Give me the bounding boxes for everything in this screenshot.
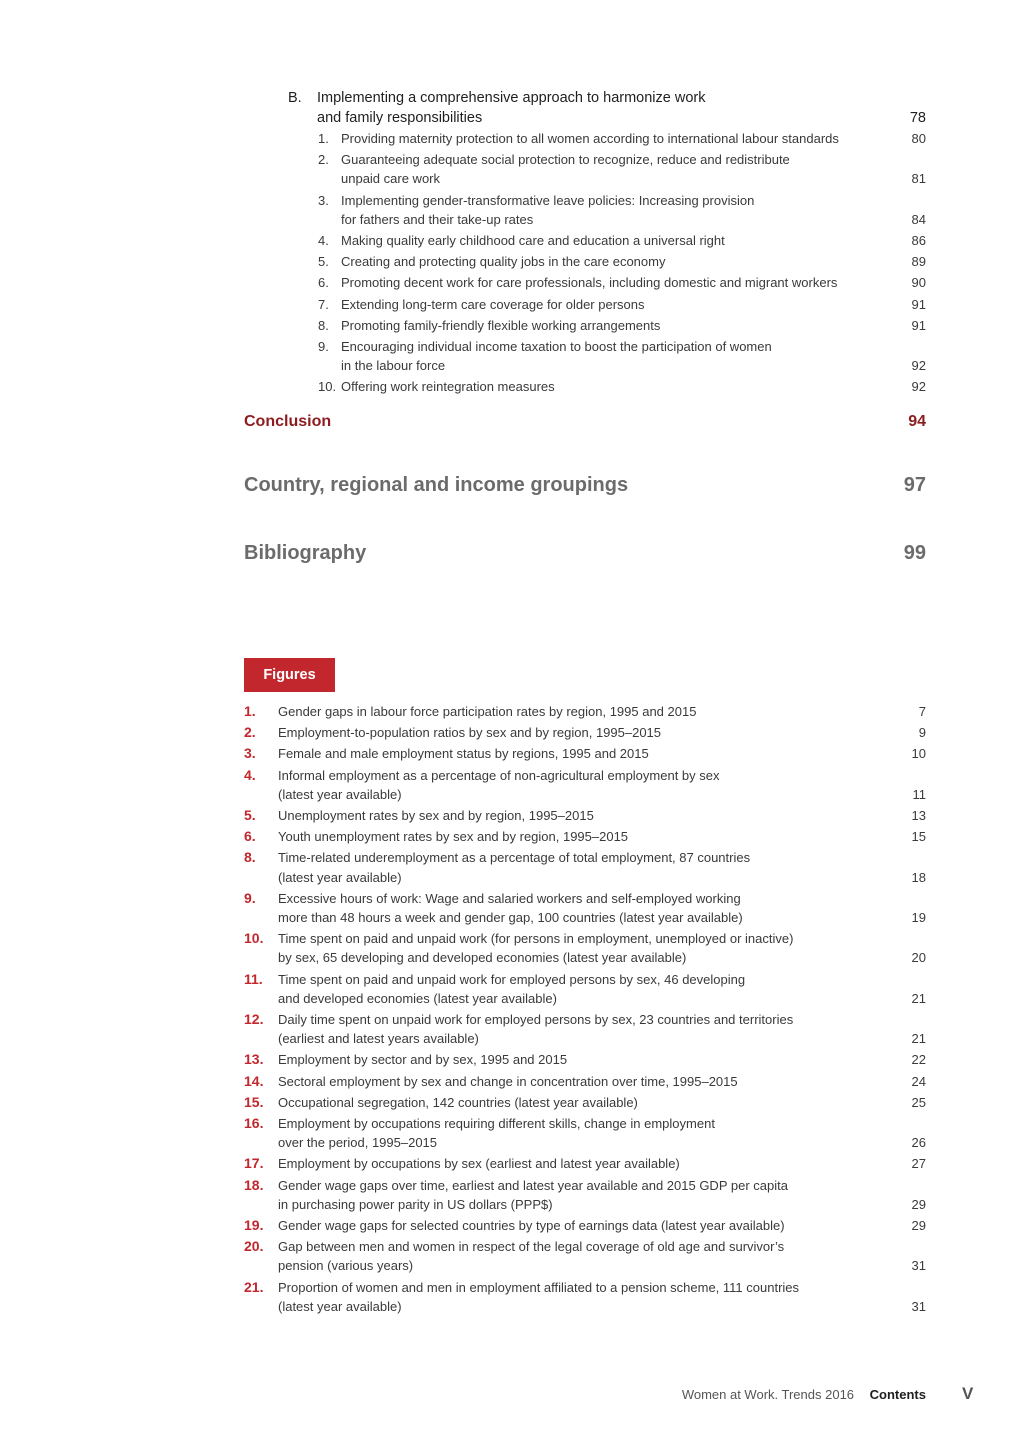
entry-title (278, 848, 892, 886)
entry-number: 9. (244, 889, 256, 906)
entry-page-number: 20 (911, 950, 926, 966)
entry-title (278, 1154, 892, 1173)
entry-number: 12. (244, 1011, 264, 1028)
entry-title-line: Gap between men and women in respect of the legal coverage of old age and survivor’s (278, 1239, 785, 1255)
entry-number: 15. (244, 1093, 264, 1110)
figure-entry[interactable] (244, 1093, 926, 1112)
entry-title-line: in purchasing power parity in US dollars (PPP$) (278, 1196, 553, 1212)
toc-subentry[interactable] (318, 191, 926, 229)
entry-number: 9. (318, 339, 329, 355)
chapter-title: Conclusion (244, 413, 332, 430)
entry-title (341, 252, 892, 271)
entry-page-number: 7 (918, 704, 926, 719)
entry-page-number: 90 (911, 275, 926, 291)
toc-subentry[interactable] (318, 231, 926, 250)
entry-title-line: for fathers and their take-up rates (341, 211, 534, 227)
entry-page-number: 22 (911, 1052, 926, 1068)
entry-title (278, 827, 892, 846)
entry-title-line: (latest year available) (278, 786, 402, 802)
toc-subentry[interactable] (318, 150, 926, 188)
entry-title-line: Promoting family-friendly flexible working arrangements (341, 317, 661, 333)
entry-page-number: 10 (911, 746, 926, 762)
section-title-line: Implementing a comprehensive approach to harmonize work (317, 90, 706, 106)
figure-entry[interactable] (244, 827, 926, 846)
entry-number: 19. (244, 1217, 264, 1234)
chapter-title: Bibliography (244, 542, 367, 564)
entry-title-line: Proportion of women and men in employment affiliated to a pension scheme, 111 countries (278, 1279, 800, 1295)
entry-page-number: 29 (911, 1196, 926, 1212)
entry-number: 1. (318, 131, 329, 146)
entry-title-line: Implementing gender-transformative leave policies: Increasing provision (341, 192, 755, 208)
entry-title-line: unpaid care work (341, 171, 440, 187)
page-footer (682, 1386, 926, 1404)
entry-page-number: 92 (911, 379, 926, 395)
toc-chapter-conclusion[interactable] (244, 411, 926, 433)
entry-title-line: by sex, 65 developing and developed economies (latest year available) (278, 950, 687, 966)
entry-number: 21. (244, 1278, 264, 1295)
entry-title (278, 1216, 892, 1235)
chapter-page-number: 99 (903, 542, 926, 564)
entry-title (341, 316, 892, 335)
entry-title (278, 889, 892, 927)
entry-page-number: 11 (912, 786, 926, 802)
section-letter: B. (288, 90, 302, 106)
entry-number: 10. (244, 930, 264, 947)
entry-title (278, 1278, 892, 1316)
entry-title-line: Offering work reintegration measures (341, 379, 555, 395)
section-title (317, 88, 892, 128)
entry-page-number: 31 (911, 1298, 926, 1314)
entry-number: 20. (244, 1238, 264, 1255)
footer-section-name: Contents (869, 1387, 926, 1402)
entry-number: 6. (318, 275, 329, 291)
entry-number: 6. (244, 828, 256, 845)
entry-title (278, 970, 892, 1008)
figure-entry[interactable] (244, 766, 926, 804)
entry-title (278, 806, 892, 825)
entry-title (278, 1176, 892, 1214)
entry-page-number: 25 (911, 1094, 926, 1110)
entry-number: 3. (318, 192, 329, 208)
entry-title-line: Sectoral employment by sex and change in concentration over time, 1995–2015 (278, 1073, 738, 1089)
figure-entry[interactable] (244, 1237, 926, 1275)
chapter-page-number: 97 (903, 474, 926, 496)
entry-title-line: Employment-to-population ratios by sex and by region, 1995–2015 (278, 725, 662, 741)
entry-title (278, 1237, 892, 1275)
entry-title-line: Extending long-term care coverage for older persons (341, 296, 645, 312)
toc-subentry[interactable] (318, 273, 926, 292)
toc-subentry-list (318, 129, 926, 399)
entry-page-number: 13 (911, 808, 926, 824)
figure-entry[interactable] (244, 1278, 926, 1316)
entry-title-line: Time-related underemployment as a percentage of total employment, 87 countries (278, 850, 751, 866)
entry-title (278, 1050, 892, 1069)
entry-number: 3. (244, 745, 256, 762)
toc-chapter-bibliography[interactable] (244, 539, 926, 567)
toc-section-b-heading[interactable] (288, 88, 926, 128)
toc-subentry[interactable] (318, 377, 926, 396)
toc-subentry[interactable] (318, 129, 926, 148)
entry-title-line: Guaranteeing adequate social protection to recognize, reduce and redistribute (341, 152, 790, 168)
entry-title-line: Promoting decent work for care professionals, including domestic and migrant workers (341, 275, 838, 291)
entry-title (278, 744, 892, 763)
entry-title-line: Employment by occupations requiring different skills, change in employment (278, 1116, 715, 1132)
figure-entry[interactable] (244, 806, 926, 825)
entry-page-number: 91 (911, 296, 926, 312)
entry-title-line: in the labour force (341, 358, 446, 374)
entry-title (278, 702, 892, 721)
entry-number: 14. (244, 1072, 264, 1089)
entry-title-line: Time spent on paid and unpaid work (for persons in employment, unemployed or inactive) (278, 931, 794, 947)
figure-entry[interactable] (244, 1176, 926, 1214)
entry-title (341, 191, 892, 229)
entry-title-line: pension (various years) (278, 1258, 414, 1274)
entry-number: 5. (318, 254, 329, 270)
entry-title-line: Employment by occupations by sex (earliest and latest year available) (278, 1156, 680, 1172)
figure-entry[interactable] (244, 1216, 926, 1235)
entry-title-line: Employment by sector and by sex, 1995 and 2015 (278, 1052, 568, 1068)
entry-title-line: Time spent on paid and unpaid work for employed persons by sex, 46 developing (278, 971, 746, 987)
entry-title-line: Excessive hours of work: Wage and salaried workers and self-employed working (278, 890, 741, 906)
entry-page-number: 31 (911, 1258, 926, 1274)
entry-title-line: Encouraging individual income taxation to boost the participation of women (341, 339, 772, 355)
entry-number: 4. (244, 766, 256, 783)
entry-title (278, 1072, 892, 1091)
footer-publication-title: Women at Work. Trends 2016 (681, 1387, 855, 1402)
entry-title-line: Making quality early childhood care and education a universal right (341, 233, 725, 249)
entry-title (278, 1093, 892, 1112)
entry-number: 10. (318, 379, 337, 395)
entry-page-number: 26 (911, 1135, 926, 1151)
figure-entry[interactable] (244, 929, 926, 967)
toc-subentry[interactable] (318, 295, 926, 314)
entry-number: 11. (244, 970, 263, 987)
entry-title-line: Occupational segregation, 142 countries (latest year available) (278, 1094, 638, 1110)
figure-entry[interactable] (244, 848, 926, 886)
section-page-number: 78 (909, 110, 926, 126)
entry-title (278, 766, 892, 804)
entry-page-number: 27 (911, 1156, 926, 1172)
toc-chapter-groupings[interactable] (244, 471, 926, 499)
entry-title (278, 723, 892, 742)
entry-page-number: 91 (911, 317, 926, 333)
entry-title (341, 377, 892, 396)
chapter-page-number: 94 (908, 413, 926, 430)
entry-number: 2. (318, 152, 329, 168)
figure-entry[interactable] (244, 1010, 926, 1048)
chapter-title: Country, regional and income groupings (244, 474, 629, 496)
entry-number: 18. (244, 1176, 264, 1193)
figure-entry[interactable] (244, 744, 926, 763)
figure-entry[interactable] (244, 1050, 926, 1069)
entry-title-line: Gender gaps in labour force participation rates by region, 1995 and 2015 (278, 704, 697, 719)
figure-entry[interactable] (244, 1072, 926, 1091)
toc-subentry[interactable] (318, 316, 926, 335)
figure-entry[interactable] (244, 889, 926, 927)
section-title-line: and family responsibilities (317, 110, 483, 126)
entry-number: 13. (244, 1051, 264, 1068)
figure-entry[interactable] (244, 970, 926, 1008)
entry-title-line: Female and male employment status by regions, 1995 and 2015 (278, 746, 649, 762)
entry-number: 7. (318, 296, 329, 312)
entry-page-number: 18 (911, 869, 926, 885)
figure-entry[interactable] (244, 702, 926, 721)
entry-page-number: 81 (911, 171, 926, 187)
toc-subentry[interactable] (318, 252, 926, 271)
entry-page-number: 24 (911, 1073, 926, 1089)
entry-title (341, 337, 892, 375)
entry-page-number: 15 (911, 829, 926, 845)
entry-number: 16. (244, 1115, 264, 1132)
entry-number: 5. (244, 807, 256, 824)
page-number: V (962, 1384, 974, 1403)
entry-number: 2. (244, 724, 256, 741)
entry-page-number: 89 (911, 254, 926, 270)
figures-heading-badge: Figures (244, 658, 335, 692)
entry-page-number: 9 (918, 725, 926, 741)
figure-entry[interactable] (244, 1154, 926, 1173)
entry-title-line: more than 48 hours a week and gender gap, 100 countries (latest year available) (278, 910, 743, 926)
entry-title-line: over the period, 1995–2015 (278, 1135, 438, 1151)
entry-page-number: 21 (911, 1031, 926, 1047)
entry-title-line: (latest year available) (278, 869, 402, 885)
entry-title-line: (latest year available) (278, 1298, 402, 1314)
entry-number: 8. (244, 849, 256, 866)
entry-title-line: Daily time spent on unpaid work for employed persons by sex, 23 countries and territories (278, 1012, 794, 1028)
entry-number: 4. (318, 233, 329, 249)
entry-number: 1. (244, 703, 256, 719)
entry-title-line: Creating and protecting quality jobs in the care economy (341, 254, 666, 270)
toc-subentry[interactable] (318, 337, 926, 375)
entry-title-line: Youth unemployment rates by sex and by region, 1995–2015 (278, 829, 629, 845)
entry-title-line: Unemployment rates by sex and by region, 1995–2015 (278, 808, 594, 824)
entry-page-number: 80 (911, 131, 926, 146)
entry-number: 8. (318, 317, 329, 333)
entry-page-number: 21 (911, 990, 926, 1006)
figure-list (244, 702, 926, 1318)
entry-number: 17. (244, 1155, 264, 1172)
entry-page-number: 19 (911, 910, 926, 926)
entry-title (341, 129, 892, 148)
entry-title-line: (earliest and latest years available) (278, 1031, 479, 1047)
entry-title-line: Gender wage gaps for selected countries by type of earnings data (latest year available) (278, 1218, 785, 1234)
entry-title (341, 295, 892, 314)
entry-title-line: Providing maternity protection to all women according to international labour standards (341, 131, 839, 146)
entry-title (278, 1010, 892, 1048)
entry-title (278, 1114, 892, 1152)
entry-page-number: 92 (911, 358, 926, 374)
figure-entry[interactable] (244, 723, 926, 742)
entry-title-line: and developed economies (latest year available) (278, 990, 557, 1006)
entry-page-number: 84 (911, 211, 926, 227)
entry-title-line: Gender wage gaps over time, earliest and latest year available and 2015 GDP per capita (278, 1177, 788, 1193)
entry-page-number: 29 (911, 1218, 926, 1234)
entry-title (341, 231, 892, 250)
entry-title-line: Informal employment as a percentage of non-agricultural employment by sex (278, 767, 720, 783)
entry-title (341, 273, 892, 292)
entry-title (278, 929, 892, 967)
entry-title (341, 150, 892, 188)
figure-entry[interactable] (244, 1114, 926, 1152)
entry-page-number: 86 (911, 233, 926, 249)
